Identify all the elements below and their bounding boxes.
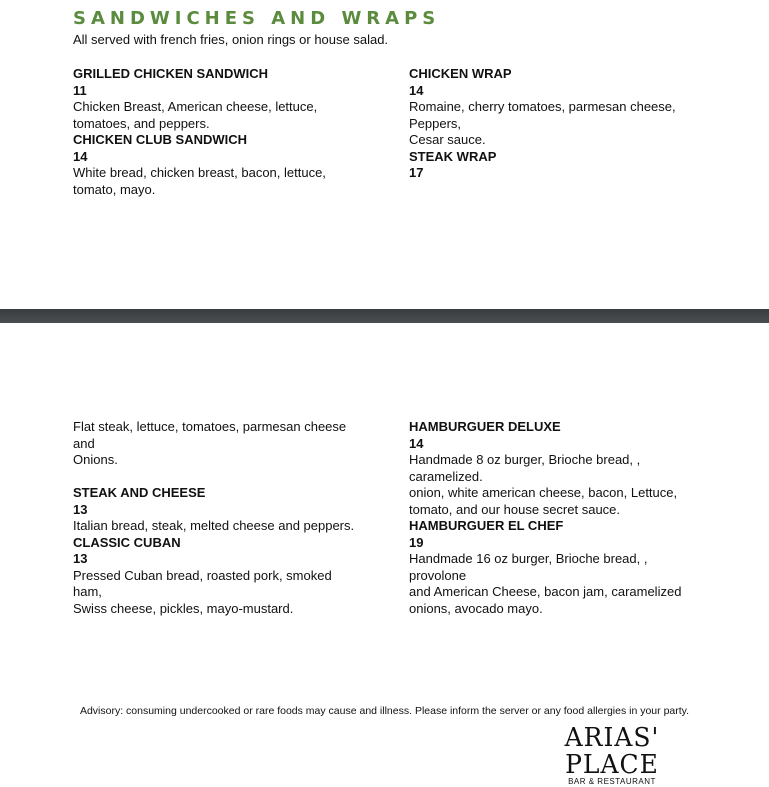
menu-item-price: 14: [73, 148, 88, 164]
menu-item-name: STEAK WRAP: [409, 148, 497, 164]
menu-item-price: 11: [73, 82, 87, 98]
item-description-line: and American Cheese, bacon jam, caramelized: [409, 584, 682, 599]
item-description-line: ham,: [73, 584, 102, 599]
menu-item-name: HAMBURGUER DELUXE: [409, 419, 561, 434]
menu-column-right: [409, 66, 709, 182]
menu-item-price: 14: [409, 82, 424, 98]
menu-column-left: [73, 66, 373, 198]
item-description-line: Chicken Breast, American cheese, lettuce,: [73, 99, 318, 114]
menu-page-2: [0, 323, 769, 786]
menu-item: [73, 132, 373, 198]
item-description-line: Flat steak, lettuce, tomatoes, parmesan cheese: [73, 419, 347, 434]
item-description-line: Cesar sauce.: [409, 132, 486, 147]
item-description-line: Romaine, cherry tomatoes, parmesan cheese,: [409, 99, 676, 114]
menu-item: [409, 518, 709, 617]
item-description-line: tomatoes, and peppers.: [73, 115, 210, 131]
item-description-line: Peppers,: [409, 115, 462, 131]
spacer: [73, 469, 373, 486]
item-description-line: Swiss cheese, pickles, mayo-mustard.: [73, 600, 294, 616]
item-description-line: caramelized.: [409, 468, 483, 484]
menu-column-right: [409, 419, 709, 617]
menu-item: [73, 535, 373, 618]
menu-item-price: 17: [409, 165, 424, 180]
menu-item: [73, 66, 373, 132]
item-description-line: Onions.: [73, 452, 118, 467]
logo-tagline: BAR & RESTAURANT: [568, 777, 656, 786]
menu-item-name: CLASSIC CUBAN: [73, 534, 181, 550]
menu-item-price: 19: [409, 534, 424, 550]
menu-item: [409, 149, 709, 182]
menu-item-name: STEAK AND CHEESE: [73, 485, 206, 500]
menu-column-left: [73, 419, 373, 617]
item-description-line: White bread, chicken breast, bacon, lettuce,: [73, 165, 326, 180]
menu-item-name: HAMBURGUER EL CHEF: [409, 518, 564, 533]
logo-wordmark: ARIAS' PLACE: [564, 721, 660, 780]
page-separator: [0, 309, 769, 323]
menu-item-price: 13: [73, 551, 88, 566]
item-description-line: provolone: [409, 567, 467, 583]
item-description-line: and: [73, 435, 95, 451]
section-heading: SANDWICHES AND WRAPS: [73, 8, 441, 29]
item-description-line: Pressed Cuban bread, roasted pork, smoked: [73, 567, 332, 583]
menu-item-name: CHICKEN WRAP: [409, 66, 512, 81]
menu-item-name: CHICKEN CLUB SANDWICH: [73, 132, 248, 147]
item-description-line: tomato, mayo.: [73, 181, 156, 197]
item-description-line: onions, avocado mayo.: [409, 600, 543, 616]
section-subtitle: All served with french fries, onion rings or house salad.: [73, 32, 389, 47]
menu-item: [73, 485, 373, 535]
menu-item: [409, 419, 709, 518]
menu-item-price: 14: [409, 435, 424, 451]
item-description-line: Handmade 8 oz burger, Brioche bread, ,: [409, 452, 641, 467]
item-description-line: Italian bread, steak, melted cheese and peppers.: [73, 518, 355, 533]
menu-item: [409, 66, 709, 149]
advisory-note: Advisory: consuming undercooked or rare foods may cause and illness. Please inform the server or any food allergies in your party.: [79, 705, 690, 717]
restaurant-logo: [527, 721, 697, 787]
item-description-line: Handmade 16 oz burger, Brioche bread, ,: [409, 551, 648, 566]
item-description-line: tomato, and our house secret sauce.: [409, 501, 621, 517]
item-description-line: onion, white american cheese, bacon, Lettuce,: [409, 485, 678, 500]
menu-item-name: GRILLED CHICKEN SANDWICH: [73, 66, 268, 81]
menu-page-1: [0, 0, 769, 309]
menu-item-price: 13: [73, 501, 88, 517]
